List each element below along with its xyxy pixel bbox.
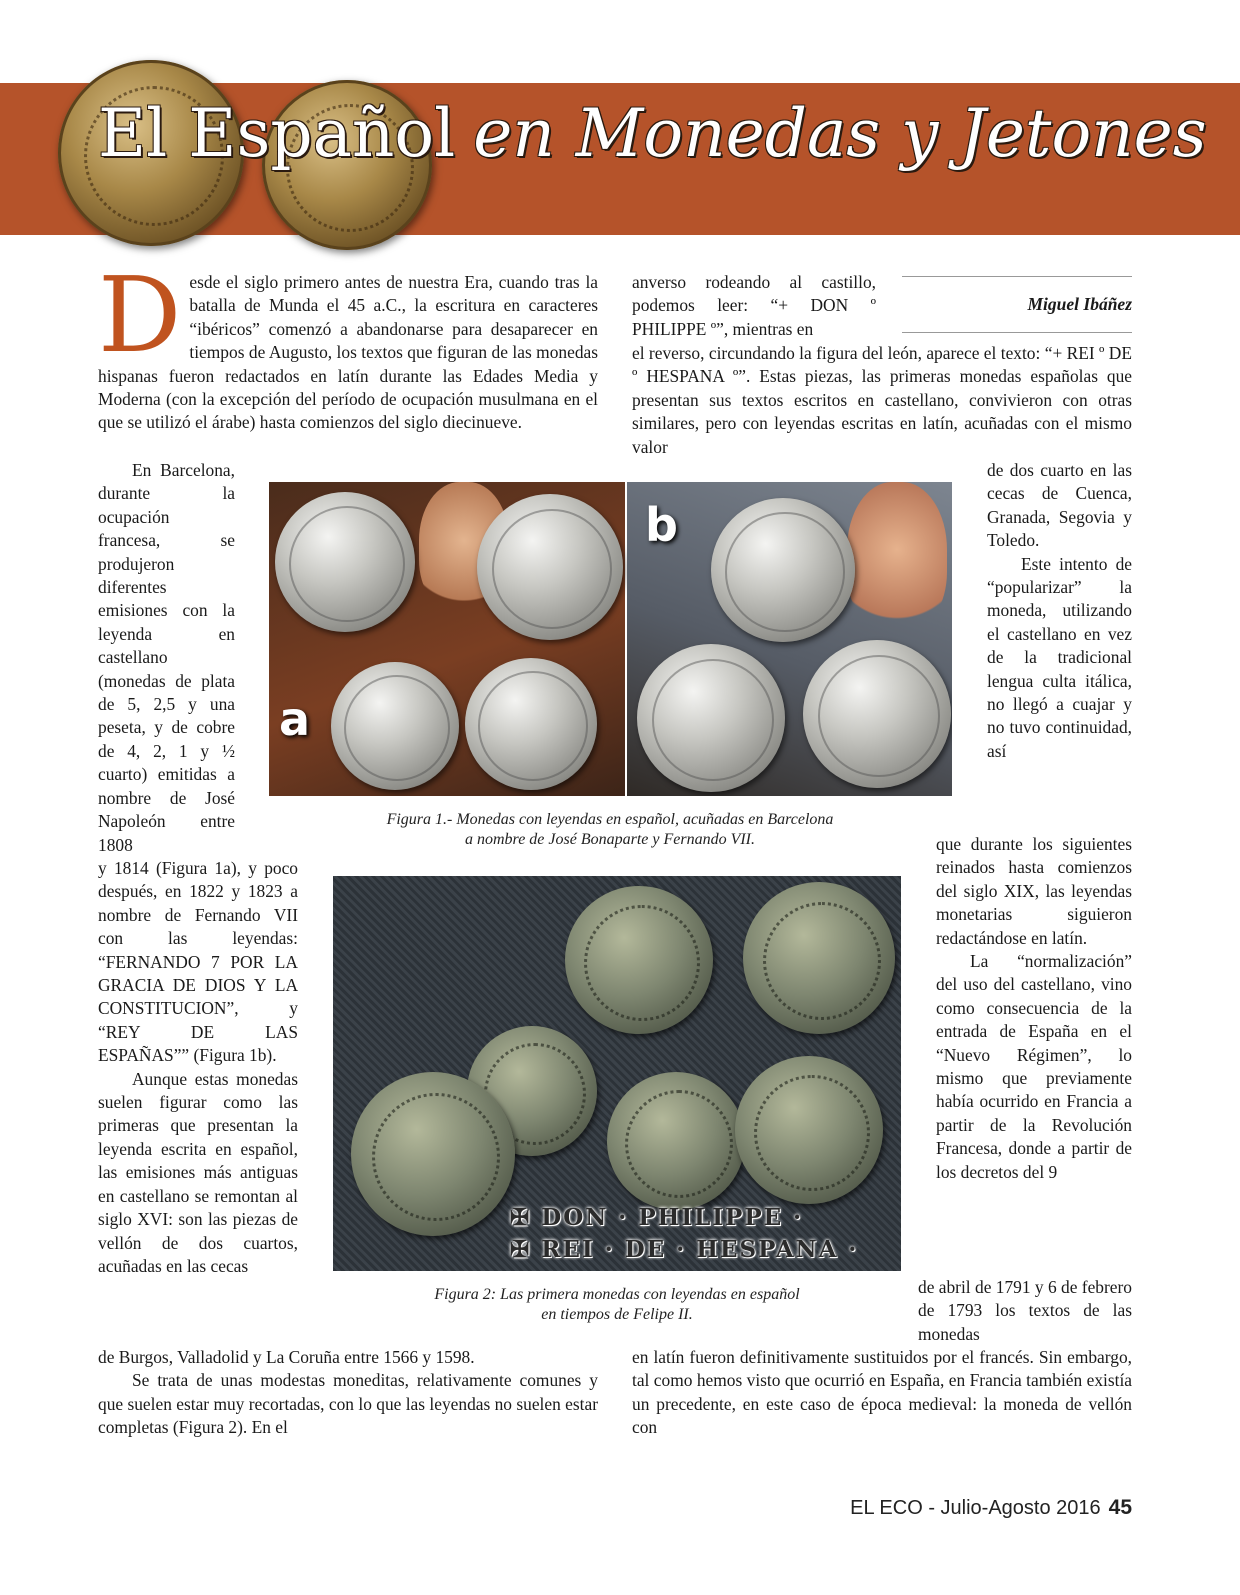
column1-narrow-a — [98, 459, 235, 857]
figure1a-panel — [269, 482, 625, 796]
figure2-caption-line1: Figura 2: Las primera monedas con leyendas en español — [434, 1286, 800, 1303]
figure2-legend-line2: ✠ REI · DE · HESPANA · — [510, 1236, 859, 1263]
coin-castle-bottom — [607, 1072, 745, 1210]
paragraph-burgos: de Burgos, Valladolid y La Coruña entre 1566 y 1598. — [98, 1347, 475, 1367]
page-number: 45 — [1108, 1496, 1132, 1519]
coin-5-pesetas-reverse — [477, 494, 623, 640]
drop-cap: D — [98, 254, 182, 376]
column2-top-full — [632, 342, 1132, 459]
paragraph-reinados: que durante los siguientes reinados hasta comienzos del siglo XIX, las leyendas monetarias siguieron redactándose en latín. — [936, 834, 1132, 948]
intro-text: esde el siglo primero antes de nuestra Era, cuando tras la batalla de Munda el 45 a.C., la escritura en caracteres “ibéricos” comenzó a abandonarse para desaparecer en tiempos de Augusto, los textos que figuran de las monedas hispanas fueron redactados en latín durante las Edades Media y Moderna (con la excepción del período de ocupación musulmana en el que se utilizó el árabe) hasta comienzos del siglo diecinueve. — [98, 272, 598, 433]
coin-2-5-pesetas-reverse — [465, 658, 597, 790]
coin-lion-top — [743, 882, 895, 1034]
paragraph-fernando: y 1814 (Figura 1a), y poco después, en 1822 y 1823 a nombre de Fernando VII con las leyendas: “FERNANDO 7 POR LA GRACIA DE DIOS Y LA CONSTITUCION”, y “REY DE LAS ESPAÑAS”” (Figura 1b). — [98, 858, 298, 1066]
portrait-fernando-vii — [847, 482, 947, 632]
paragraph-cecas: de dos cuarto en las cecas de Cuenca, Granada, Segovia y Toledo. — [987, 460, 1132, 551]
paragraph-aunque: Aunque estas monedas suelen figurar como las primeras que presentan la leyenda escrita en español, las emisiones más antiguas en castellano se remontan al siglo XVI: son las piezas de vellón de dos cuartos, acuñadas en las cecas — [98, 1068, 298, 1276]
coin-2-5-pesetas-obverse — [331, 662, 459, 790]
paragraph-decretos: de abril de 1791 y 6 de febrero de 1793 los textos de las monedas — [918, 1277, 1132, 1344]
figure2-legend-line1: ✠ DON · PHILIPPE · — [510, 1204, 804, 1231]
paragraph-barcelona: En Barcelona, durante la ocupación francesa, se produjeron diferentes emisiones con la leyenda en castellano (monedas de plata de 5, 2,5 y una peseta, y de cobre de 4, 2, 1 y ½ cuarto) emitidas a nombre de José Napoleón entre 1808 — [98, 460, 235, 855]
paragraph-anverso: anverso rodeando al castillo, podemos leer: “+ DON º PHILIPPE º”, mientras en — [632, 272, 876, 339]
column2-top-narrow — [632, 271, 876, 341]
author-name: Miguel Ibáñez — [1027, 294, 1132, 314]
column2-right-b — [936, 833, 1132, 1184]
paragraph-intento: Este intento de “popularizar” la moneda, utilizando el castellano en vez de la tradicional lengua culta itálica, no llegó a cuajar y no tuvo continuidad, así — [987, 553, 1132, 761]
figure1-caption — [300, 810, 920, 850]
title-part-2: en Monedas y Jetones — [473, 95, 1207, 172]
paragraph-normalizacion: La “normalización” del uso del castellano, vino como consecuencia de la entrada de España en el “Nuevo Régimen”, lo mismo que previamente había ocurrido en Francia a partir de la Revolución Francesa, donde a partir de los decretos del 9 — [936, 951, 1132, 1182]
title-part-1: El Español — [98, 95, 456, 172]
figure1b-panel — [627, 482, 952, 796]
figure2-photo — [333, 876, 901, 1271]
coin-castle-right — [735, 1056, 883, 1204]
coin-20-reales-reverse — [711, 498, 855, 642]
column1-bottom — [98, 1346, 598, 1440]
figure2-caption-line2: en tiempos de Felipe II. — [541, 1306, 693, 1323]
author-box — [902, 276, 1132, 333]
paragraph-reverso: el reverso, circundando la figura del león, aparece el texto: “+ REI º DE º HESPANA º”. Estas piezas, las primeras monedas españolas que presentan sus textos escritos en castellano, convivieron con otras similares, pero con leyendas escritas en latín, acuñadas con el mismo valor — [632, 343, 1132, 457]
coin-5-pesetas-obverse — [275, 492, 415, 632]
column1-narrow-b — [98, 857, 298, 1278]
coin-fernando-1823 — [803, 640, 951, 788]
column2-bottom — [632, 1346, 1132, 1440]
column2-right-c — [918, 1276, 1132, 1346]
cross-icon: ✠ — [510, 1236, 532, 1263]
figure1-photo — [269, 482, 952, 796]
cross-icon: ✠ — [510, 1204, 532, 1231]
figure1-label-a: a — [279, 692, 311, 746]
coin-lion-left — [351, 1072, 515, 1236]
page-title — [98, 95, 1207, 172]
figure1-label-b: b — [645, 498, 678, 552]
page-footer — [850, 1496, 1132, 1520]
column2-right-a — [987, 459, 1132, 763]
figure1-caption-line2: a nombre de José Bonaparte y Fernando VII. — [465, 831, 755, 848]
publication-name: EL ECO - Julio-Agosto 2016 — [850, 1497, 1101, 1519]
paragraph-moneditas: Se trata de unas modestas moneditas, relativamente comunes y que suelen estar muy recortadas, con lo que las leyendas no suelen estar completas (Figura 2). En el — [98, 1370, 598, 1438]
figure1-caption-line1: Figura 1.- Monedas con leyendas en español, acuñadas en Barcelona — [386, 811, 834, 828]
coin-castle-top — [565, 886, 713, 1034]
intro-paragraph — [98, 254, 598, 435]
paragraph-frances: en latín fueron definitivamente sustituidos por el francés. Sin embargo, tal como hemos visto que ocurrió en España, en Francia también existía un precedente, en este caso de época medieval: la moneda de vellón con — [632, 1347, 1132, 1438]
coin-fernando-1822 — [637, 644, 785, 792]
figure2-caption — [333, 1285, 901, 1325]
